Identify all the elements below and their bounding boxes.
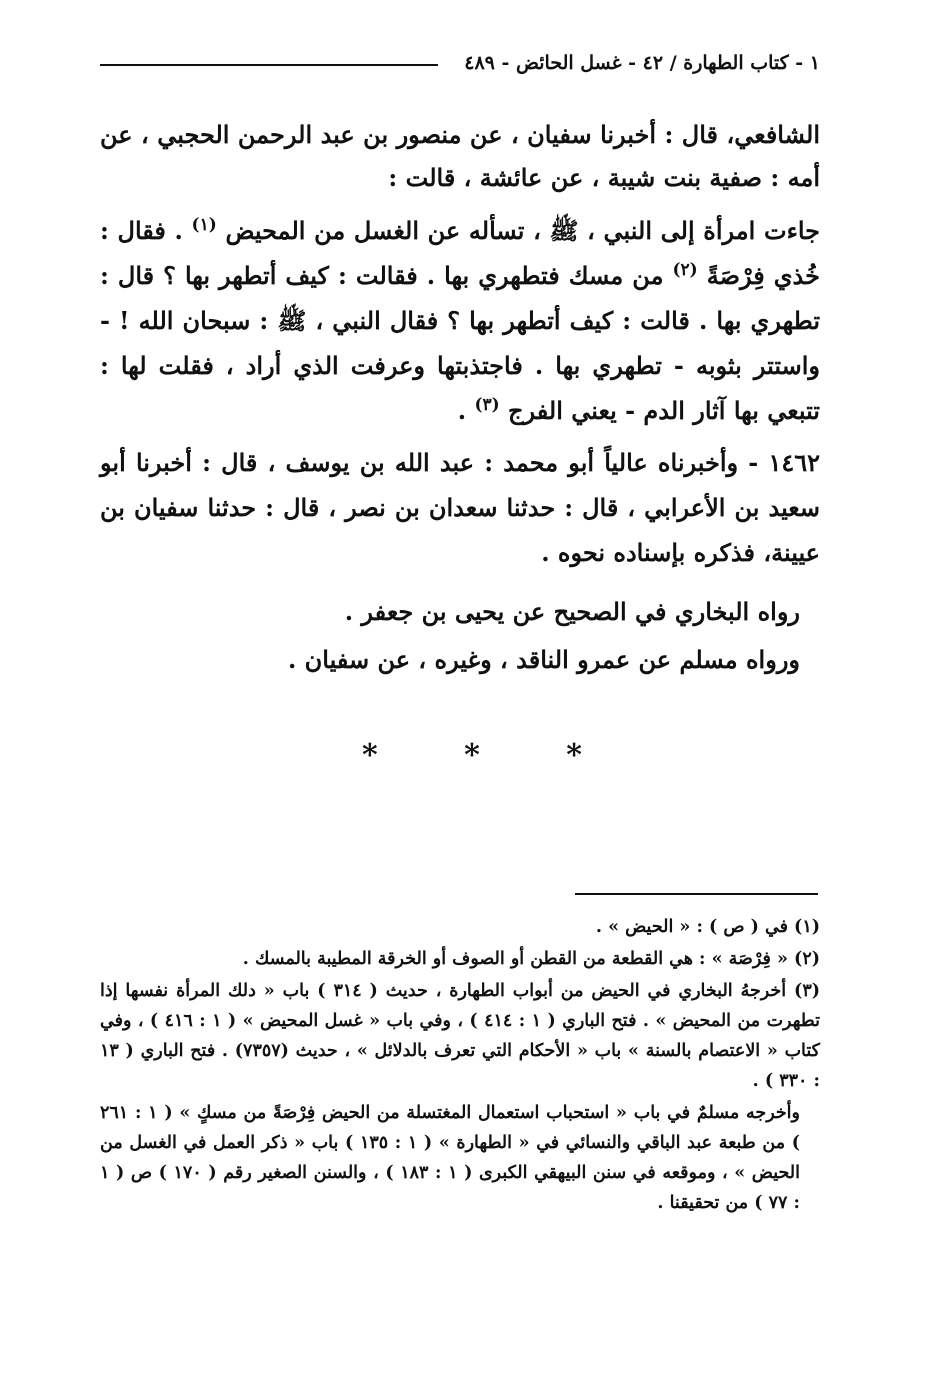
footnote-3: (٣) أخرجهُ البخاري في الحيض من أبواب الطهارة ، حديث ( ٣١٤ ) باب « دلك المرأة نفسها إذا تطهرت من المحيض » . فتح الباري ( ١ : ٤١٤ ) ، وفي باب « غسل المحيض » ( ١ : ٤١٦ ) ، وفي كتاب « الاعتصام بالسنة » باب « الأحكام التي تعرف بالدلائل » ، حديث (٧٣٥٧) . فتح الباري ( ١٣ : ٣٣٠ ) .: [100, 981, 820, 1091]
footnote-rule: [575, 893, 818, 895]
footnotes: [100, 912, 820, 1220]
footnote-ref-3: (٣): [474, 395, 500, 415]
footnote-3-continuation: وأخرجه مسلمٌ في باب « استحباب استعمال المغتسلة من الحيض فِرْصَةً من مسكٍ » ( ١ : ٢٦١ ) من طبعة عبد الباقي والنسائي في « الطهارة » ( ١ : ١٣٥ ) باب « ذكر العمل في الغسل من الحيض » ، وموقعه في سنن البيهقي الكبرى ( ١ : ١٨٣ ) ، والسنن الصغير رقم ( ١٧٠ ) ص ( ١ : ٧٧ ) من تحقيقنا .: [100, 1103, 801, 1213]
paragraph-hadith-1462: ١٤٦٢ - وأخبرناه عالياً أبو محمد : عبد الله بن يوسف ، قال : أخبرنا أبو سعيد بن الأعرابي ، قال : حدثنا سعدان بن نصر ، قال : حدثنا سفيان بن عيينة، فذكره بإسناده نحوه .: [100, 448, 820, 567]
star-mark: *: [566, 738, 582, 773]
star-mark: *: [464, 738, 480, 773]
footnote-ref-1: (١): [191, 215, 217, 235]
footnote-1: (١) في ( ص ) : « الحيض » .: [595, 917, 820, 937]
running-title: ١ - كتاب الطهارة / ٤٢ - غسل الحائض - ٤٨٩: [464, 52, 820, 74]
section-separator: [0, 738, 944, 773]
paragraph-isnad-continuation: الشافعي، قال : أخبرنا سفيان ، عن منصور بن عبد الرحمن الحجبي ، عن أمه : صفية بنت شيبة ، عن عائشة ، قالت :: [100, 120, 820, 192]
paragraph-attributions: [100, 588, 820, 684]
header-rule: [100, 64, 438, 66]
attribution-bukhari: رواه البخاري في الصحيح عن يحيى بن جعفر .: [344, 597, 800, 626]
hadith-text-part: . فقال : خُذي فِرْصَةً: [100, 216, 820, 290]
attribution-muslim: ورواه مسلم عن عمرو الناقد ، وغيره ، عن سفيان .: [287, 645, 800, 674]
star-mark: *: [361, 738, 378, 773]
hadith-text-part: جاءت امرأة إلى النبي ، ﷺ ، تسأله عن الغسل من المحيض: [225, 216, 820, 245]
hadith-text-part: من مسك فتطهري بها . فقالت : كيف أتطهر بها ؟ قال : تطهري بها . قالت : كيف أتطهر بها ؟ فقال النبي ، ﷺ : سبحان الله ! - واستتر بثوبه - تطهري بها . فاجتذبتها وعرفت الذي أراد ، فقلت لها : تتبعي بها آثار الدم - يعني الفرج: [100, 261, 821, 425]
hadith-text-part: .: [457, 396, 467, 425]
footnote-2: (٢) « فِرْصَة » : هي القطعة من القطن أو الصوف أو الخرقة المطيبة بالمسك .: [242, 949, 820, 969]
footnote-ref-2: (٢): [672, 260, 698, 280]
paragraph-hadith-text: [100, 208, 820, 433]
page-header: [100, 52, 820, 74]
